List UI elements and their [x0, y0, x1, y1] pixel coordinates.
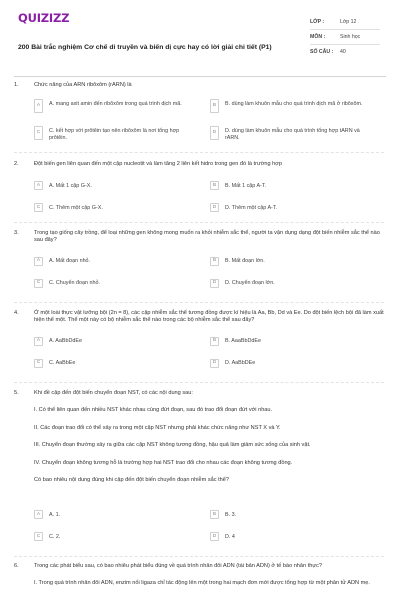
option-letter: A: [34, 181, 43, 190]
option-letter: C: [34, 359, 43, 368]
question-4: [14, 310, 384, 377]
question-prompt: Có bao nhiêu nội dung đúng khi cập đến đột biến chuyển đoạn nhiễm sắc thể?: [34, 476, 229, 483]
meta-row-count: [310, 45, 380, 60]
option-letter: C: [34, 126, 43, 140]
question-number: 3.: [14, 230, 19, 236]
option-letter: A: [34, 337, 43, 346]
option-letter: B: [210, 337, 219, 346]
meta-key: SỐ CÂU :: [310, 49, 334, 56]
option-d[interactable]: [210, 279, 368, 288]
option-text: C. AaBbEe: [49, 360, 76, 367]
options: [34, 99, 384, 155]
quizizz-logo: [18, 13, 69, 25]
question-divider: [14, 152, 384, 153]
option-a[interactable]: [34, 337, 192, 346]
option-letter: C: [34, 532, 43, 541]
option-b[interactable]: [210, 99, 368, 113]
option-text: B. Mất 1 cặp A-T.: [225, 182, 267, 189]
question-1: [14, 82, 384, 155]
option-text: C. Chuyển đoạn nhỏ.: [49, 280, 100, 287]
option-text: A. Mất 1 cặp G-X.: [49, 182, 92, 189]
question-text: Khi đề cập đến đột biến chuyển đoạn NST, có các nội dung sau:: [34, 390, 193, 396]
meta-value: 40: [340, 49, 346, 56]
question-text: Ở một loài thực vật lưỡng bội (2n = 8), các cặp nhiễm sắc thể tương đồng được kí hiệu là Aa, Bb, Dd và Ee. Do đột biến lệch bội đã làm xuất hiện thể một. Thể một này có bộ nhiễm sắc thể nào trong các bộ nhiễm sắc thể sau đây?: [34, 310, 384, 324]
options: [34, 257, 384, 297]
document-header: [14, 11, 386, 73]
meta-value: Lớp 12: [340, 18, 357, 25]
option-a[interactable]: [34, 257, 192, 266]
question-number: 1.: [14, 82, 19, 88]
question-text: Trong các phát biểu sau, có bao nhiêu phát biểu đúng về quá trình nhân đôi ADN (tái bản ADN) ở tế bào nhân thực?: [34, 563, 323, 569]
question-5: [14, 390, 384, 550]
option-text: B. AaaBbDdEe: [225, 338, 261, 345]
options: [34, 181, 384, 221]
question-text: Chức năng của ARN ribôxôm (rARN) là: [34, 82, 132, 88]
meta-row-grade: [310, 15, 380, 30]
option-letter: A: [34, 99, 43, 113]
question-divider: [14, 302, 384, 303]
option-text: C. kết hợp với prôtêin tạo nên ribôxôm là nơi tổng hợp prôtêin.: [49, 127, 180, 141]
meta-key: LỚP :: [310, 18, 325, 25]
option-c[interactable]: [34, 126, 192, 142]
option-text: A. Mất đoạn nhỏ.: [49, 258, 91, 265]
options: [34, 510, 384, 550]
option-b[interactable]: [210, 337, 368, 346]
option-text: A. mang axit amin đến ribôxôm trong quá trình dịch mã.: [49, 100, 182, 107]
option-letter: B: [210, 181, 219, 190]
option-letter: D: [210, 279, 219, 288]
option-d[interactable]: [210, 359, 368, 368]
option-text: D. dùng làm khuôn mẫu cho quá trình tổng hợp tARN và rARN.: [225, 127, 360, 141]
option-text: A. 1.: [49, 511, 61, 518]
statement-4: IV. Chuyển đoạn không tương hỗ là trường hợp hai NST trao đổi cho nhau các đoạn không tương đồng.: [34, 459, 293, 466]
options: [34, 337, 384, 377]
option-c[interactable]: [34, 203, 192, 212]
logo-text: QUIZIZZ: [18, 11, 70, 26]
option-text: D. AaBbDEe: [225, 360, 256, 367]
option-text: C. 2.: [49, 533, 61, 540]
option-letter: D: [210, 359, 219, 368]
question-text: Đột biến gen liên quan đến một cặp nucleotit và làm tăng 2 liên kết hidro trong gen đó là trường hợp: [34, 161, 283, 167]
statement-3: III. Chuyển đoạn thường xảy ra giữa các cặp NST không tương đồng, hậu quả làm giảm sức sống của sinh vật.: [34, 442, 311, 449]
header-divider: [14, 76, 386, 77]
question-number: 4.: [14, 310, 19, 316]
option-a[interactable]: [34, 510, 192, 519]
option-text: D. Thêm một cặp A-T.: [225, 204, 278, 211]
option-letter: A: [34, 257, 43, 266]
option-text: B. Mất đoạn lớn.: [225, 258, 265, 265]
option-b[interactable]: [210, 181, 368, 190]
option-a[interactable]: [34, 99, 192, 113]
option-text: D. Chuyển đoạn lớn.: [225, 280, 275, 287]
option-letter: D: [210, 203, 219, 212]
option-b[interactable]: [210, 257, 368, 266]
option-letter: A: [34, 510, 43, 519]
meta-row-subject: [310, 30, 380, 45]
question-2: [14, 161, 384, 221]
question-divider: [14, 556, 384, 557]
question-number: 5.: [14, 390, 19, 396]
option-letter: B: [210, 510, 219, 519]
document-title: 200 Bài trắc nghiệm Cơ chế di truyền và biến dị cực hay có lời giải chi tiết (P1): [18, 44, 272, 51]
statement-2: II. Các đoạn trao đổi có thể xảy ra trong một cặp NST nhưng phải khác chức năng như NST X và Y.: [34, 424, 281, 431]
question-divider: [14, 222, 384, 223]
question-6: [14, 563, 384, 588]
question-divider: [14, 382, 384, 383]
statement-1: I. Trong quá trình nhân đôi ADN, enzim nối ligaza chỉ tác động lên một trong hai mạch đơn mới được tổng hợp từ một phân tử ADN mẹ.: [34, 580, 370, 587]
question-3: [14, 230, 384, 297]
option-c[interactable]: [34, 359, 192, 368]
option-letter: C: [34, 279, 43, 288]
option-letter: D: [210, 532, 219, 541]
meta-key: MÔN :: [310, 33, 326, 40]
meta-info: [310, 15, 380, 60]
option-d[interactable]: [210, 532, 368, 541]
option-text: A. AaBbDdEe: [49, 338, 82, 345]
option-letter: B: [210, 99, 219, 113]
option-text: B. 3.: [225, 511, 237, 518]
option-letter: D: [210, 126, 219, 140]
question-text: Trong tạo giống cây trồng, để loại những gen không mong muốn ra khỏi nhiễm sắc thể, người ta vận dụng dạng đột biến nhiễm sắc thể nào sau đây?: [34, 230, 380, 244]
option-letter: B: [210, 257, 219, 266]
meta-value: Sinh học: [340, 33, 361, 40]
option-b[interactable]: [210, 510, 368, 519]
option-c[interactable]: [34, 532, 192, 541]
statement-1: I. Có thể liên quan đến nhiều NST khác nhau cùng đứt đoạn, sau đó trao đổi đoạn đứt với nhau.: [34, 407, 273, 414]
option-d[interactable]: [210, 126, 368, 142]
option-text: D. 4: [225, 533, 235, 540]
question-number: 2.: [14, 161, 19, 167]
question-number: 6.: [14, 563, 19, 569]
option-c[interactable]: [34, 279, 192, 288]
option-text: C. Thêm một cặp G-X.: [49, 204, 103, 211]
option-a[interactable]: [34, 181, 192, 190]
option-text: B. dùng làm khuôn mẫu cho quá trình dịch mã ở ribôxôm.: [225, 100, 363, 107]
option-d[interactable]: [210, 203, 368, 212]
option-letter: C: [34, 203, 43, 212]
